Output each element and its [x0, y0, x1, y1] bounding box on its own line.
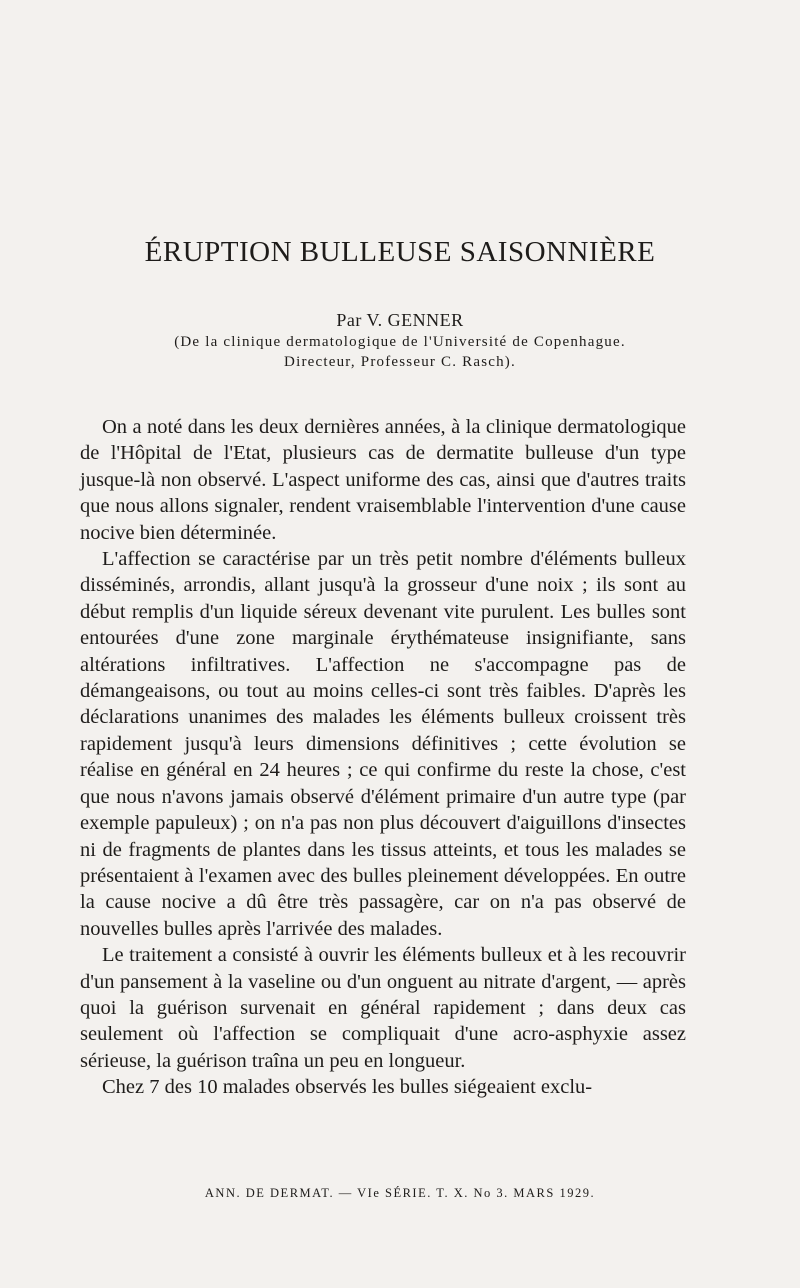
affiliation	[0, 332, 800, 372]
paragraph-4: Chez 7 des 10 malades observés les bulles siégeaient exclu-	[102, 1076, 593, 1099]
affiliation-line-2: Directeur, Professeur C. Rasch).	[284, 354, 516, 370]
paragraph-3: Le traitement a consisté à ouvrir les éléments bulleux et à les recouvrir d'un pansement à la vaseline ou d'un onguent au nitrate d'argent, — après quoi la guérison survenait en général rapidement ; dans deux cas seulement où l'affection se compliquait d'une acro-asphyxie assez sérieuse, la guérison traîna un peu en longueur.	[80, 944, 686, 1072]
journal-footer: ANN. DE DERMAT. — VIe SÉRIE. T. X. No 3. MARS 1929.	[204, 1186, 596, 1200]
paragraph-1: On a noté dans les deux dernières années, à la clinique dermatologique de l'Hôpital de l'Etat, plusieurs cas de dermatite bulleuse d'un type jusque-là non observé. L'aspect uniforme des cas, ainsi que d'autres traits que nous allons signaler, rendent vraisemblable l'intervention d'une cause nocive bien déterminée.	[80, 416, 686, 544]
article-title: ÉRUPTION BULLEUSE SAISONNIÈRE	[144, 236, 656, 268]
affiliation-line-1: (De la clinique dermatologique de l'Université de Copenhague.	[174, 334, 626, 350]
paragraph-2: L'affection se caractérise par un très petit nombre d'éléments bulleux disséminés, arrondis, allant jusqu'à la grosseur d'une noix ; ils sont au début remplis d'un liquide séreux devenant vite purulent. Les bulles sont entourées d'une zone marginale érythémateuse insignifiante, sans altérations infiltratives. L'affection ne s'accompagne pas de démangeaisons, ou tout au moins celles-ci sont très faibles. D'après les déclarations unanimes des malades les éléments bulleux croissent très rapidement jusqu'à leurs dimensions définitives ; cette évolution se réalise en général en 24 heures ; ce qui confirme du reste la chose, c'est que nous n'avons jamais observé d'élément primaire d'un autre type (par exemple papuleux) ; on n'a pas non plus découvert d'aiguillons d'insectes ni de fragments de plantes dans les tissus atteints, et tous les malades se présentaient à l'examen avec des bulles pleinement développées. En outre la cause nocive a dû être très passagère, car on n'a pas observé de nouvelles bulles après l'arrivée des malades.	[80, 548, 686, 940]
author-line: Par V. GENNER	[336, 310, 464, 330]
article-body	[80, 414, 686, 1101]
